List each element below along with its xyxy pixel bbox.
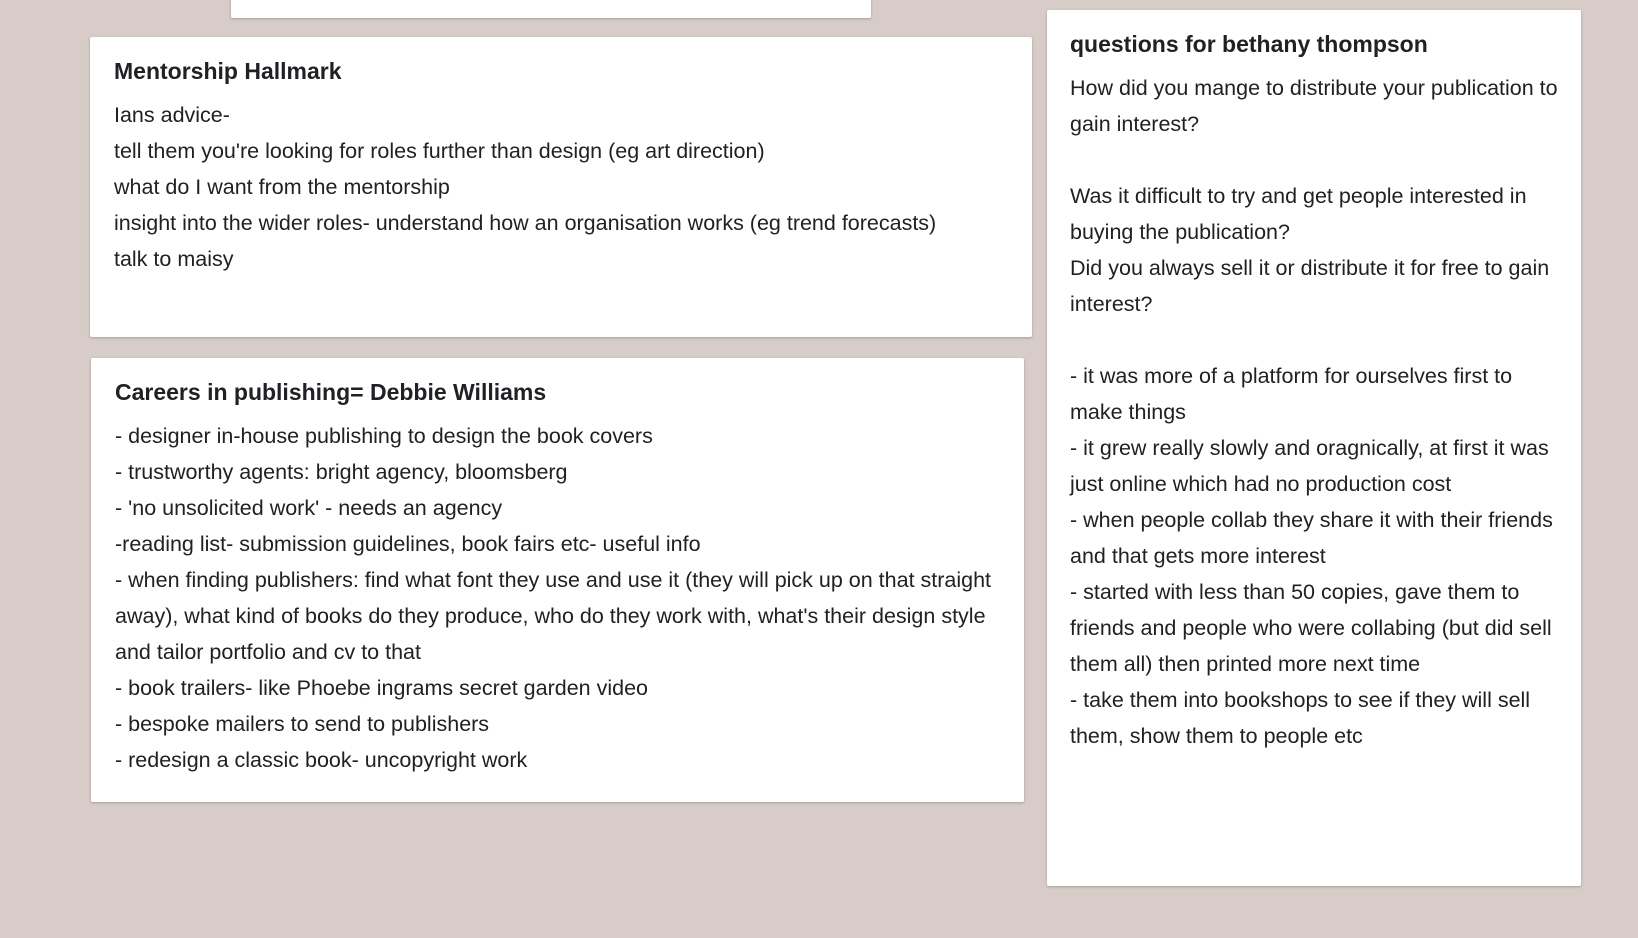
note-card-questions[interactable]: [1047, 10, 1581, 886]
note-title: questions for bethany thompson: [1070, 31, 1428, 57]
note-card-partial[interactable]: [231, 0, 871, 18]
note-title: Mentorship Hallmark: [114, 58, 342, 84]
note-title: Careers in publishing= Debbie Williams: [115, 379, 547, 405]
note-card-careers[interactable]: [91, 358, 1024, 802]
note-body: How did you mange to distribute your publication to gain interest? Was it difficult to try and get people interested in buying the publication? Did you always sell it or distribute it for free to gain interest? - it was more of a platform for ourselves first to make things - it grew really slowly and oragnically, at first it was just online which had no production cost - when people collab they share it with their friends and that gets more interest - started with less than 50 copies, gave them to friends and people who were collabing (but did sell them all) then printed more next time - take them into bookshops to see if they will sell them, show them to people etc: [1070, 76, 1558, 748]
note-card-mentorship[interactable]: [90, 37, 1032, 337]
note-body: Ians advice- tell them you're looking for roles further than design (eg art direction) what do I want from the mentorship insight into the wider roles- understand how an organisation works (eg trend forecasts) talk to maisy: [114, 103, 937, 271]
note-body: - designer in-house publishing to design the book covers - trustworthy agents: bright agency, bloomsberg - 'no unsolicited work' - needs an agency -reading list- submission guidelines, book fairs etc- useful info - when finding publishers: find what font they use and use it (they will pick up on that straight away), what kind of books do they produce, who do they work with, what's their design style and tailor portfolio and cv to that - book trailers- like Phoebe ingrams secret garden video - bespoke mailers to send to publishers - redesign a classic book- uncopyright work: [115, 424, 992, 772]
